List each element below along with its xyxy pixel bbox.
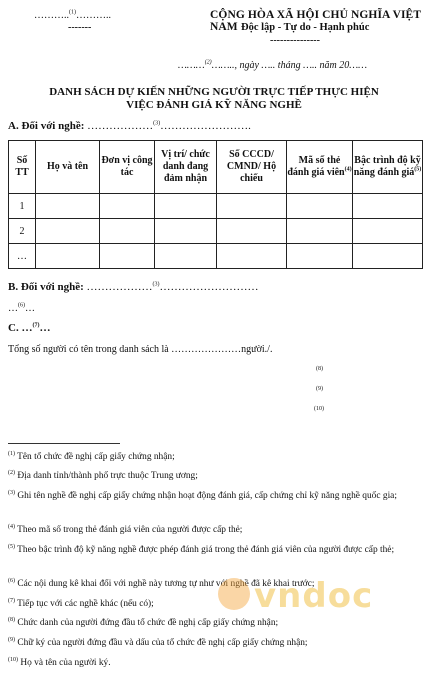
table-cell[interactable]: [100, 194, 155, 219]
table-row: [9, 219, 423, 244]
row-number: 1: [9, 194, 36, 219]
table-cell[interactable]: [36, 244, 100, 269]
national-motto: Độc lập - Tự do - Hạnh phúc: [241, 22, 370, 33]
motto-divider: ---------------: [270, 35, 320, 46]
total-count-line: Tổng số người có tên trong danh sách là …………………người./.: [8, 344, 273, 355]
table-cell[interactable]: [36, 194, 100, 219]
table-cell[interactable]: [155, 194, 217, 219]
footnote-4: $^{(4)}$ Theo mã số trong thẻ đánh giá viên của người được cấp thẻ;: [8, 523, 243, 535]
table-cell[interactable]: [36, 219, 100, 244]
table-row: [9, 194, 423, 219]
watermark-mascot-icon: [218, 578, 250, 610]
table-cell[interactable]: [217, 219, 287, 244]
footnote-10: $^{(10)}$ Họ và tên của người ký.: [8, 656, 111, 668]
table-cell[interactable]: [100, 244, 155, 269]
table-cell[interactable]: [353, 194, 423, 219]
table-cell[interactable]: [217, 194, 287, 219]
section-c-heading: C. …$^{(7)}$…: [8, 322, 51, 334]
column-header-workplace: Đơn vị công tác: [100, 141, 155, 194]
footnote-8: $^{(8)}$ Chức danh của người đứng đầu tổ chức đề nghị cấp giấy chứng nhận;: [8, 616, 279, 628]
footnote-3: $^{(3)}$ Ghi tên nghề đề nghị cấp giấy chứng nhận hoạt động đánh giá, cấp chứng chỉ kỹ năng nghề quốc gia;: [8, 489, 397, 501]
repeat-content-line: …$^{(6)}$…: [8, 302, 35, 314]
footnote-9: $^{(9)}$ Chữ ký của người đứng đầu và dấu của tổ chức đề nghị cấp giấy chứng nhận;: [8, 636, 308, 648]
signature-stamp-marker: (9): [316, 386, 323, 392]
table-cell[interactable]: [287, 219, 353, 244]
section-a-heading: A. Đối với nghề: ………………$^{(3)}$…………………….: [8, 120, 251, 132]
column-header-assessor-card: Mã số thẻ đánh giá viên$^{(4)}$: [287, 141, 353, 194]
table-cell[interactable]: [155, 244, 217, 269]
document-title-line-2: VIỆC ĐÁNH GIÁ KỸ NĂNG NGHỀ: [126, 99, 302, 111]
signature-title-marker: (8): [316, 366, 323, 372]
table-cell[interactable]: [287, 244, 353, 269]
row-number: 2: [9, 219, 36, 244]
organization-divider: -------: [68, 22, 92, 33]
footnote-divider: [8, 443, 120, 444]
footnote-7: $^{(7)}$ Tiếp tục với các nghề khác (nếu có);: [8, 597, 154, 609]
table-header-row: [9, 141, 423, 194]
footnote-2: $^{(2)}$ Địa danh tỉnh/thành phố trực thuộc Trung ương;: [8, 469, 198, 481]
column-header-full-name: Họ và tên: [36, 141, 100, 194]
footnote-6: $^{(6)}$ Các nội dung kê khai đối với nghề này tương tự như với nghề đã kê khai trước;: [8, 577, 315, 589]
table-cell[interactable]: [100, 219, 155, 244]
place-date-line: ………$^{(2)}$…….., ngày ….. tháng ….. năm 20……: [178, 59, 367, 71]
table-cell[interactable]: [155, 219, 217, 244]
footnote-1: $^{(1)}$ Tên tổ chức đề nghị cấp giấy chứng nhận;: [8, 450, 175, 462]
footnote-5: $^{(5)}$ Theo bậc trình độ kỹ năng nghề được phép đánh giá trong thẻ đánh giá viên của người được cấp thẻ;: [8, 543, 395, 555]
column-header-skill-level: Bậc trình độ kỹ năng đánh giá$^{(5)}$: [353, 141, 423, 194]
table-cell[interactable]: [217, 244, 287, 269]
organization-name-line: ………..$^{(1)}$………..: [34, 9, 111, 21]
table-cell[interactable]: [353, 219, 423, 244]
column-header-no: Số TT: [9, 141, 36, 194]
table-row: [9, 244, 423, 269]
section-b-heading: B. Đối với nghề: ………………$^{(3)}$………………………: [8, 281, 259, 293]
national-title: CỘNG HÒA XÃ HỘI CHỦ NGHĨA VIỆT NAM: [210, 9, 421, 33]
assessor-table: [8, 140, 423, 269]
row-number: …: [9, 244, 36, 269]
column-header-position: Vị trí/ chức danh đang đảm nhận: [155, 141, 217, 194]
table-cell[interactable]: [287, 194, 353, 219]
table-cell[interactable]: [353, 244, 423, 269]
watermark-logo: vndoc: [254, 576, 374, 616]
column-header-id-number: Số CCCD/ CMND/ Hộ chiếu: [217, 141, 287, 194]
document-title-line-1: DANH SÁCH DỰ KIẾN NHỮNG NGƯỜI TRỰC TIẾP THỰC HIỆN: [49, 86, 379, 98]
signer-name-marker: (10): [314, 406, 324, 412]
